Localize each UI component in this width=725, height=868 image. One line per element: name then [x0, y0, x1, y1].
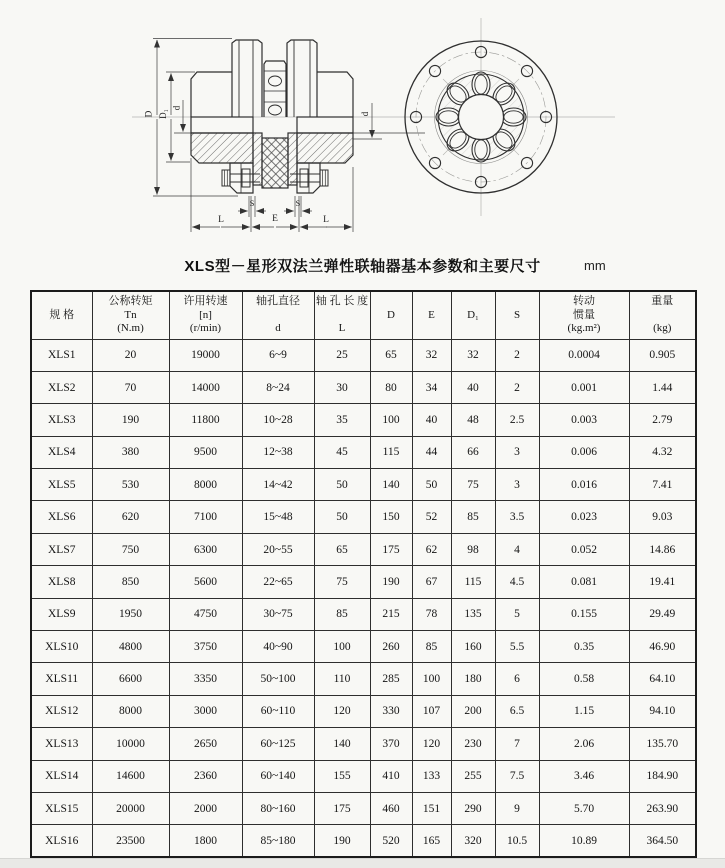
cell-torque: 1950: [92, 598, 169, 630]
cell-inertia: 0.023: [539, 501, 629, 533]
cell-torque: 750: [92, 533, 169, 565]
cell-D1: 98: [451, 533, 495, 565]
cell-S: 2: [495, 339, 539, 371]
cell-spec: XLS11: [31, 663, 92, 695]
col-header-D: D: [370, 291, 412, 339]
cell-S: 9: [495, 792, 539, 824]
table-row: [31, 404, 696, 436]
table-row: [31, 371, 696, 403]
cell-bore-len: 100: [314, 631, 370, 663]
table-row: [31, 339, 696, 371]
cell-D1: 135: [451, 598, 495, 630]
cell-inertia: 0.081: [539, 566, 629, 598]
cell-S: 3: [495, 469, 539, 501]
cell-speed: 1800: [169, 825, 242, 857]
table-row: [31, 566, 696, 598]
dim-label-E: E: [272, 214, 278, 224]
cell-speed: 5600: [169, 566, 242, 598]
cell-spec: XLS10: [31, 631, 92, 663]
cell-D1: 320: [451, 825, 495, 857]
cell-D: 100: [370, 404, 412, 436]
cell-bore-len: 25: [314, 339, 370, 371]
cell-weight: 7.41: [629, 469, 696, 501]
cell-torque: 8000: [92, 695, 169, 727]
cell-bore-dia: 6~9: [242, 339, 314, 371]
dim-label-d-left: d: [171, 105, 182, 111]
cell-speed: 3000: [169, 695, 242, 727]
col-header-S: S: [495, 291, 539, 339]
cell-D: 410: [370, 760, 412, 792]
cell-speed: 2650: [169, 728, 242, 760]
cell-bore-dia: 20~55: [242, 533, 314, 565]
cell-D: 370: [370, 728, 412, 760]
cell-E: 85: [412, 631, 451, 663]
cell-bore-dia: 15~48: [242, 501, 314, 533]
cell-bore-dia: 12~38: [242, 436, 314, 468]
cell-inertia: 2.06: [539, 728, 629, 760]
cell-E: 44: [412, 436, 451, 468]
cell-spec: XLS7: [31, 533, 92, 565]
cell-D: 150: [370, 501, 412, 533]
cell-D1: 32: [451, 339, 495, 371]
cell-E: 100: [412, 663, 451, 695]
cell-bore-len: 65: [314, 533, 370, 565]
cell-inertia: 0.016: [539, 469, 629, 501]
dim-label-D: D: [144, 110, 155, 118]
cell-weight: 184.90: [629, 760, 696, 792]
cell-spec: XLS15: [31, 792, 92, 824]
cell-S: 7: [495, 728, 539, 760]
table-row: [31, 469, 696, 501]
cell-torque: 70: [92, 371, 169, 403]
cell-D1: 200: [451, 695, 495, 727]
dim-label-d-right: d: [360, 111, 370, 117]
cell-speed: 7100: [169, 501, 242, 533]
cell-D1: 255: [451, 760, 495, 792]
cell-bore-len: 110: [314, 663, 370, 695]
cell-torque: 20000: [92, 792, 169, 824]
col-header-bore-len: 轴 孔 长 度 L: [314, 291, 370, 339]
cell-torque: 620: [92, 501, 169, 533]
cell-D: 115: [370, 436, 412, 468]
cell-inertia: 0.052: [539, 533, 629, 565]
col-header-torque: 公称转矩 Tn (N.m): [92, 291, 169, 339]
cell-D: 190: [370, 566, 412, 598]
dim-label-S-left: S: [249, 198, 255, 208]
table-row: [31, 760, 696, 792]
cell-spec: XLS4: [31, 436, 92, 468]
table-row: [31, 695, 696, 727]
cell-spec: XLS16: [31, 825, 92, 857]
cell-inertia: 3.46: [539, 760, 629, 792]
cell-S: 3: [495, 436, 539, 468]
table-row: [31, 631, 696, 663]
cell-spec: XLS8: [31, 566, 92, 598]
cell-E: 120: [412, 728, 451, 760]
cell-D: 175: [370, 533, 412, 565]
cell-speed: 3350: [169, 663, 242, 695]
cell-D1: 290: [451, 792, 495, 824]
cell-S: 2.5: [495, 404, 539, 436]
cell-E: 34: [412, 371, 451, 403]
table-row: [31, 825, 696, 857]
cell-spec: XLS1: [31, 339, 92, 371]
cell-D: 215: [370, 598, 412, 630]
cell-torque: 530: [92, 469, 169, 501]
cell-spec: XLS6: [31, 501, 92, 533]
cell-weight: 14.86: [629, 533, 696, 565]
cell-speed: 2360: [169, 760, 242, 792]
cell-E: 32: [412, 339, 451, 371]
cell-D1: 160: [451, 631, 495, 663]
cell-E: 67: [412, 566, 451, 598]
dim-label-L-left: L: [218, 215, 224, 225]
cell-inertia: 0.006: [539, 436, 629, 468]
cell-D: 65: [370, 339, 412, 371]
cell-S: 5.5: [495, 631, 539, 663]
cell-S: 4: [495, 533, 539, 565]
parameters-table: [30, 290, 697, 858]
page-title: XLS型－星形双法兰弹性联轴器基本参数和主要尺寸: [184, 258, 541, 275]
cell-bore-len: 120: [314, 695, 370, 727]
cell-D1: 180: [451, 663, 495, 695]
cell-weight: 46.90: [629, 631, 696, 663]
cell-torque: 23500: [92, 825, 169, 857]
cell-bore-len: 35: [314, 404, 370, 436]
cell-torque: 6600: [92, 663, 169, 695]
table-row: [31, 598, 696, 630]
section-view: [191, 40, 353, 193]
cell-bore-dia: 50~100: [242, 663, 314, 695]
cell-weight: 1.44: [629, 371, 696, 403]
cell-speed: 2000: [169, 792, 242, 824]
col-header-weight: 重量 (kg): [629, 291, 696, 339]
cell-bore-len: 50: [314, 501, 370, 533]
table-row: [31, 501, 696, 533]
cell-bore-dia: 10~28: [242, 404, 314, 436]
cell-S: 7.5: [495, 760, 539, 792]
cell-S: 6.5: [495, 695, 539, 727]
cell-weight: 0.905: [629, 339, 696, 371]
cell-E: 133: [412, 760, 451, 792]
table-row: [31, 728, 696, 760]
cell-bore-dia: 14~42: [242, 469, 314, 501]
cell-bore-dia: 8~24: [242, 371, 314, 403]
cell-bore-len: 175: [314, 792, 370, 824]
cell-speed: 6300: [169, 533, 242, 565]
cell-bore-len: 190: [314, 825, 370, 857]
cell-D: 80: [370, 371, 412, 403]
cell-bore-len: 30: [314, 371, 370, 403]
cell-bore-dia: 85~180: [242, 825, 314, 857]
cell-inertia: 0.58: [539, 663, 629, 695]
cell-speed: 8000: [169, 469, 242, 501]
cell-D1: 85: [451, 501, 495, 533]
cell-torque: 20: [92, 339, 169, 371]
cell-torque: 850: [92, 566, 169, 598]
dim-label-L-right: L: [323, 215, 329, 225]
cell-torque: 10000: [92, 728, 169, 760]
dim-label-S-right: S: [295, 198, 301, 208]
cell-bore-len: 50: [314, 469, 370, 501]
cell-bore-dia: 22~65: [242, 566, 314, 598]
cell-E: 62: [412, 533, 451, 565]
table-row: [31, 663, 696, 695]
col-header-D1: D₁: [451, 291, 495, 339]
col-header-E: E: [412, 291, 451, 339]
table-row: [31, 436, 696, 468]
cell-inertia: 0.35: [539, 631, 629, 663]
cell-D1: 40: [451, 371, 495, 403]
cell-S: 6: [495, 663, 539, 695]
bore-circle: [459, 95, 504, 140]
cell-torque: 190: [92, 404, 169, 436]
cell-weight: 263.90: [629, 792, 696, 824]
col-header-spec: 规 格: [31, 291, 92, 339]
col-header-speed: 许用转速 [n] (r/min): [169, 291, 242, 339]
cell-bore-len: 75: [314, 566, 370, 598]
cell-bore-len: 85: [314, 598, 370, 630]
cell-speed: 3750: [169, 631, 242, 663]
cell-speed: 9500: [169, 436, 242, 468]
cell-weight: 4.32: [629, 436, 696, 468]
cell-E: 107: [412, 695, 451, 727]
cell-D: 140: [370, 469, 412, 501]
cell-bore-dia: 30~75: [242, 598, 314, 630]
cell-torque: 14600: [92, 760, 169, 792]
unit-label: mm: [584, 258, 606, 273]
cell-weight: 64.10: [629, 663, 696, 695]
cell-D: 285: [370, 663, 412, 695]
cell-D: 460: [370, 792, 412, 824]
cell-S: 10.5: [495, 825, 539, 857]
cell-D: 330: [370, 695, 412, 727]
cell-weight: 9.03: [629, 501, 696, 533]
cell-bore-dia: 60~140: [242, 760, 314, 792]
cell-S: 3.5: [495, 501, 539, 533]
cell-weight: 94.10: [629, 695, 696, 727]
cell-D: 260: [370, 631, 412, 663]
cell-inertia: 0.001: [539, 371, 629, 403]
cell-D1: 75: [451, 469, 495, 501]
cell-weight: 29.49: [629, 598, 696, 630]
cell-D1: 115: [451, 566, 495, 598]
table-row: [31, 533, 696, 565]
cell-inertia: 0.003: [539, 404, 629, 436]
cell-bore-len: 45: [314, 436, 370, 468]
technical-drawings: [0, 0, 725, 252]
cell-E: 52: [412, 501, 451, 533]
cell-speed: 19000: [169, 339, 242, 371]
cell-spec: XLS9: [31, 598, 92, 630]
cell-bore-dia: 40~90: [242, 631, 314, 663]
cell-S: 2: [495, 371, 539, 403]
cell-E: 40: [412, 404, 451, 436]
col-header-bore-dia: 轴孔直径 d: [242, 291, 314, 339]
cell-D: 520: [370, 825, 412, 857]
cell-spec: XLS5: [31, 469, 92, 501]
cell-E: 50: [412, 469, 451, 501]
table-row: [31, 792, 696, 824]
cell-speed: 14000: [169, 371, 242, 403]
header-row: [31, 291, 696, 339]
cell-spec: XLS13: [31, 728, 92, 760]
cell-inertia: 0.155: [539, 598, 629, 630]
cell-E: 151: [412, 792, 451, 824]
cell-S: 5: [495, 598, 539, 630]
cell-spec: XLS2: [31, 371, 92, 403]
cell-bore-len: 155: [314, 760, 370, 792]
cell-inertia: 1.15: [539, 695, 629, 727]
cell-torque: 380: [92, 436, 169, 468]
cell-inertia: 10.89: [539, 825, 629, 857]
cell-E: 165: [412, 825, 451, 857]
cell-S: 4.5: [495, 566, 539, 598]
cell-D1: 230: [451, 728, 495, 760]
cell-spec: XLS3: [31, 404, 92, 436]
cell-inertia: 5.70: [539, 792, 629, 824]
cell-bore-dia: 80~160: [242, 792, 314, 824]
cell-weight: 364.50: [629, 825, 696, 857]
cell-speed: 11800: [169, 404, 242, 436]
cell-weight: 19.41: [629, 566, 696, 598]
cell-bore-len: 140: [314, 728, 370, 760]
cell-D1: 66: [451, 436, 495, 468]
cell-speed: 4750: [169, 598, 242, 630]
cell-torque: 4800: [92, 631, 169, 663]
cell-E: 78: [412, 598, 451, 630]
page-bottom-edge: [0, 858, 725, 868]
dim-label-D1: D₁: [158, 109, 168, 119]
cell-weight: 135.70: [629, 728, 696, 760]
cell-spec: XLS12: [31, 695, 92, 727]
cell-spec: XLS14: [31, 760, 92, 792]
col-header-inertia: 转动 惯量 (kg.m²): [539, 291, 629, 339]
cell-bore-dia: 60~110: [242, 695, 314, 727]
cell-weight: 2.79: [629, 404, 696, 436]
cell-D1: 48: [451, 404, 495, 436]
cell-bore-dia: 60~125: [242, 728, 314, 760]
cell-inertia: 0.0004: [539, 339, 629, 371]
